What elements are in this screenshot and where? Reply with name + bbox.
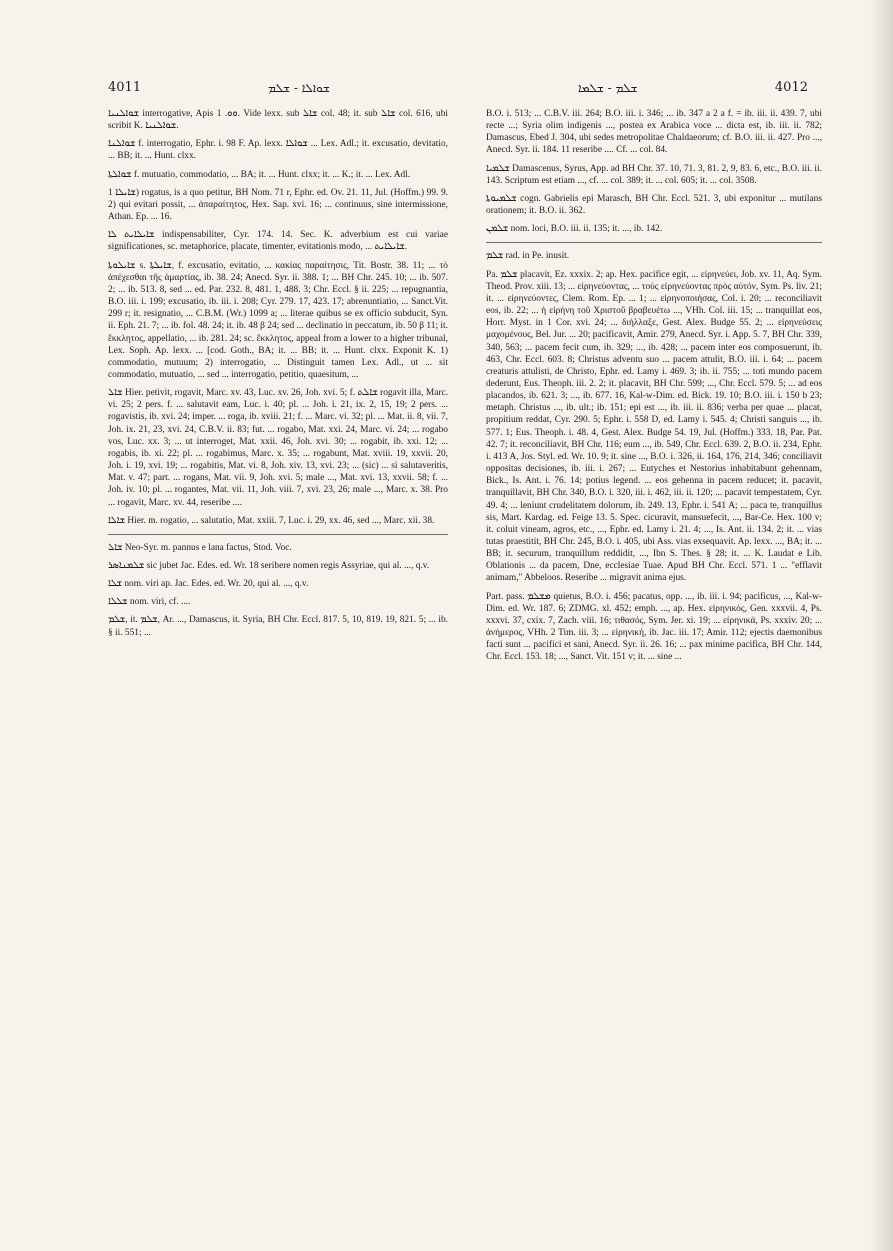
entry: B.O. i. 513; ... C.B.V. iii. 264; B.O. iii. i. 346; ... ib. 347 a 2 a f. = ib. iii. ii. 439. 7, ubi recte ...; Syria olim indigenis ..., postea ex Arabica voce ... dicta est, ib. iii. ii. 782; Damascus, Ebed J. 304, ubi sedes metropolitae Chaldaeorum; cf. B.O. iii. ii. 427. Pro ..., Anecd. Syr. ii. 184. 11 reseribe .... Cf. ... col. 84. — [486, 109, 822, 156]
page-edge — [871, 0, 893, 1251]
running-head-left: ܫܘܐܠܐ - ܫܠܡ — [268, 81, 330, 95]
entry: Part. pass. ܡܫܠܡ quietus, B.O. i. 456; pacatus, opp. ..., ib. iii. i. 94; pacificus, ..., Kal-w-Dim. ed. Wr. 187. 6; ZDMG. xl. 452; emph. ..., ap. Hex. εἰρηνικός, Gen. xxxvii. 4, Ps. xxxvi. 37, cxix. 7, Zach. viii. 16; τιθασός, Sym. Jer. xi. 19; ... εἰρηνικά, Ps. xxxiv. 20; ... ἀνήμερος, VHh. 2 Tim. iii. 3; ... εἰρηνική, ib. Jac. iii. 17; Amir. 112; ejectis daemonibus facti sunt ... pacifici et sani, Anecd. Syr. ii. 26. 16; ... pax minime pacifica, BH Chr. 144, Chr. Eccl. 153. 18; ..., Sanct. Vit. 151 v; it. ... sine ... — [486, 591, 822, 663]
left-column — [108, 108, 448, 645]
entry: ܫܠܐ nom. viri ap. Jac. Edes. ed. Wr. 20, qui al. ..., q.v. — [108, 579, 309, 590]
entry: ܫܠܡ rad. in Pe. inusit. — [486, 251, 570, 262]
entry: ܫܘܐܠܬܐ f. mutuatio, commodatio, ... BA; it. ... Hunt. clxx; it. ... K.; it. ... Lex. Adl. — [108, 169, 411, 180]
entry: ܫܘܐܠܢܐ f. interrogatio, Ephr. i. 98 F. Ap. lexx. ܫܘܐܠܐ ... Lex. Adl.; it. excusatio, devitatio, ... BB; it. ... Hunt. clxx. — [108, 139, 448, 162]
entry: ܫܐܝܠܘܬܐ s. ܫܐܝܠܬܐ, f. excusatio, evitatio, ... κακίας παραίτησις, Tit. Bostr. 38. 11; ... τὸ ἀπέχεσθαι τῆς ἁμαρτίας, ib. 38. 24; Anecd. Syr. ii. 388. 1; ... BH Chr. 245. 10; ... ib. 507. 2; ... ib. 513. 8, sed ... ed. Par. 232. 8, 481. 1, 488. 3; Chr. Eccl. § ii. 225; ... repugnantia, B.O. iii. i. 199; excusatio, ib. iii. i. 208; Cyr. 279. 17, 423. 17; abrenuntiatio, ... Sanct.Vit. 299 r; it. resignatio, ... C.B.M. (Wr.) 1099 a; ... literae quibus se ex officio subducit, Syn. ii. Eph. 21. 7; ... ib. fol. 48. 24; it. ib. 48 β 24; sed ... declinatio in peccatum, ib. 50 β 11; it. ἔκκλητος, appellatio, ... ib. 281. 24; sc. ἔκκλητος, appeal from a lower to a higher tribunal, Lex. Soph. Ap. lexx. ... [cod. Goth., BA; it. ... BB; it. ... Hunt. clxx. Exponit K. 1) commodatio, mutuum; 2) interrogatio, ... Distinguit tamen Lex. Adl., ut ... sit commodatio, mutuatio, ... sed ... interrogatio, petitio, quaesitum, ... — [108, 260, 448, 380]
entry: Pa. ܫܠܡ placavit, Ez. xxxix. 2; ap. Hex. pacifice egit, ... εἰρηνεύει, Job. xv. 11, Aq. Sym. Theod. Prov. xiii. 13; ... εἰρηνεύοντας, ... τοὺς εἰρηνεύοντας πρὸς αὐτόν, Sym. Ps. liv. 21; it. ... εἰρηνεύοντες, Clem. Rom. Ep. ... 1; ... εἰρηνοποιήσας, Col. i. 20; ... reconciliavit eos, ib. 22; ... ἡ εἰρήνη τοῦ Χριστοῦ βραβευέτω ..., VHh. Col. iii. 15; ... tranquillat eos, Horr. Myst. in 1 Cor. xvi. 24; ... διήλλαξε, Gest. Alex. Budge 55. 2; ... εἰρηνεύσεις μαχομένους, Bel. Jur. ... 20; pacificavit, Amir. 279, Anecd. Syr. i. App. 5. 7, BH Chr. 339, 340, 563; ... pacem fecit cum, ib. 329; ..., ib. 428; ... pacem inter eos composuerunt, ib. 463, Chr. Eccl. 603. 8; Christus adventu suo ... pacem attulit, B.O. iii. i. 64; ... pacem creaturis attulisti, de Christo, Ephr. ed. Lamy i. 469. 3; ib. ii. 755; ... toti mundo pacem dederunt, Eus. Theoph. iii. 2. 2; it. placavit, BH Chr. 599; ..., Chr. Eccl. 579. 5; ... ad eos placandos, ib. 621. 3; ..., ib. 677. 16, Kal-w-Dim. ed. Bick. 19. 10; B.O. iii. i. 150 b 23; metaph. Christus ..., ib. ult.; ib. 151; epi est ..., ib. iii. ii. 836; verba per quae ... placat, propitium reddat, Cyr. 290. 5; Ephr. i. 558 D, ed. Lamy i. 545. 4; Christi sanguis ..., ib. 577. 1; Eus. Theoph. i. 48. 4, Gest. Alex. Budge 54. 19, Jul. (Hoffm.) 333. 18, Par. Pat. 42. 7; it. reconciliavit, BH Chr. 116; eum ..., ib. 549, Chr. Eccl. 639. 2, B.O. ii. 234, Ephr. i. 413 A, Jos. Styl. ed. Wr. 10. 9; it. sine ..., B.O. i. 326, ii. 164, 176, 214, 346; conciliavit oppositas decisiones, ib. iii. i. 267; ... Eutyches et Nestorius inhabitabunt gehennam, Bick., Is. Ant. i. 76. 14; potius legend. ... eos gehenna in pacem reducet; it. pacavit, tranquillavit, BH Chr. 340, B.O. i. 320, iii. i. 462, iii. ii. 120; ... pacavit tempestatem, Cyr. 49. 4; ... leniunt crudelitatem dolorum, ib. 249. 13, Ephr. i. 541 A; ... paca te, tranquillus sis, Mart. Kardag. ed. Feige 13. 5. Spec. cicuravit, mansuefecit, ..., Bar-Ce. Hex. 100 v; it. coluit vineam, agros, etc., ..., Ephr. ed. Lamy i. 21. 4; ..., Is. Ant. ii. 134. 2; it. ... vias tutas praestitit, BH Chr. 245, B.O. i. 405, ubi Ass. vias exsequavit. Ap. lexx. ..., BA; it. ... BB; it. securum, tranquillum reddidit, ..., Ibn S. Thes. § 28; it. ... K. Laudat e Lib. Oblationis ... da pacem, Dne, ecclesiae Tuae. Apud BH Chr. Eccl. 571. 1 ... "efflavit animam," Abbeloos. Reseribe ... migravit anima ejus. — [486, 269, 822, 584]
entry: ܫܠܡܢܐܣܪ sic jubet Jac. Edes. ed. Wr. 18 seribere nomen regis Assyriae, qui al. ..., q.v. — [108, 561, 430, 571]
entry: ܫܐܠ Neo-Syr. m. pannus e lana factus, Stod. Voc. — [108, 542, 292, 553]
page-number-left: 4011 — [108, 80, 142, 95]
entry: ܫܠܠܐ nom. viri, cf. .... — [108, 597, 191, 608]
entry: ܫܐܝܠܐ 1) rogatus, is a quo petitur, BH Nom. 71 r, Ephr. ed. Ov. 21. 11, Jul. (Hoffm.) 99. 9. 2) qui evitari possit, ... ἀπαραίτητος, Hex. Sap. xvi. 16; ... continuus, sine intermissione, Athan. Ep. ... 16. — [108, 187, 449, 223]
entry: ܫܠܡ, it. ܫܠܡ, Ar. ..., Damascus, it. Syria, BH Chr. Eccl. 817. 5, 10, 819. 19, 821. 5; ... ib. § ii. 551; ... — [108, 615, 448, 638]
page-header — [108, 80, 808, 102]
entry: ܫܐܠܐ Hier. m. rogatio, ... salutatio, Mat. xxiii. 7, Luc. i. 29, xx. 46, sed ..., Marc. xii. 38. — [108, 515, 435, 526]
section-divider — [108, 534, 448, 535]
running-head-right: ܫܠܡ - ܫܠܡܐ — [578, 81, 638, 95]
entry: ܫܠܡܢ nom. loci, B.O. iii. ii. 135; it. ..., ib. 142. — [486, 224, 663, 235]
entry: ܫܠܡܝܘܬܐ cogn. Gabrielis epi Marasch, BH Chr. Eccl. 521. 3, ubi exponitur ... mutilans orationem; it. B.O. ii. 362. — [486, 193, 822, 217]
entry: ܫܘܐܠܢܝܐ interrogative, Apis ܘܘ. 1. Vide lexx. sub ܫܐܠ col. 48; it. sub ܫܐܠ col. 616, ubi scribit K. ܫܘܐܠܢܝܐ. — [108, 109, 448, 132]
entry: ܫܐܝܠܐܝܬ ܠܐ indispensabiliter, Cyr. 174. 14. Sec. K. adverbium est cui variae significationes, sc. metaphorice, placate, timenter, evitationis modo, ... ܫܐܝܠܐܝܬ. — [108, 230, 448, 253]
entry: ܫܐܠ Hier. petivit, rogavit, Marc. xv. 43, Luc. xv. 26, Joh. xvi. 5; f. ܫܐܠܬ rogavit illa, Marc. vi. 25; 2 pers. f. ... salutavit eam, Luc. i. 40; pl. ... Joh. i. 21, ix. 2, 15, 19; 2 pers. ... rogavistis, ib. xvi. 24; imper. ... roga, ib. xviii. 21; f. ... Marc. vi. 32; pl. ... Mat. ii. 8, vii. 7, Joh. ix. 21, 23, xvi. 24, C.B.V. ii. 83; fut. ... rogabo, Mat. xxi. 24, Marc. vi. 24; ... rogabo vos, Luc. xx. 3; ... ut interroget, Mat. xxii. 46, Joh. xvi. 30; ... rogabit, ib. xxi. 12; ... rogabis, ib. xi. 22; pl. ... rogabimus, Marc. x. 35; ... rogabunt, Mat. xviii. 19, xxvii. 20, Joh. i. 19, xvi. 19; ... rogabitis, Mat. vi. 8, Joh. xiv. 13, xvi. 23; ... (sic) ... si salutaveritis, Mat. v. 47; part. ... rogans, Mat. vii. 9, Joh. xvi. 5; male ..., Mat. xvi. 13, xxvii. 58; f. ... Joh. iv. 10; pl. ... rogantes, Mat. vii. 11, Joh. viii. 7, xvi. 23, 26; male ..., Marc. x. 38. Pro ... rogavit, Marc. xv. 44, reseribe .... — [108, 388, 448, 508]
right-column — [486, 108, 822, 670]
page-number-right: 4012 — [774, 80, 808, 95]
entry: ܫܠܡܝܐ Damascenus, Syrus, App. ad BH Chr. 37. 10, 71. 3, 81. 2, 9, 83. 6, etc., B.O. iii. ii. 143. Scriptum est etiam ..., cf. ... col. 389; it. ... col. 605; it. ... col. 3508. — [486, 163, 822, 186]
section-divider — [486, 242, 822, 243]
